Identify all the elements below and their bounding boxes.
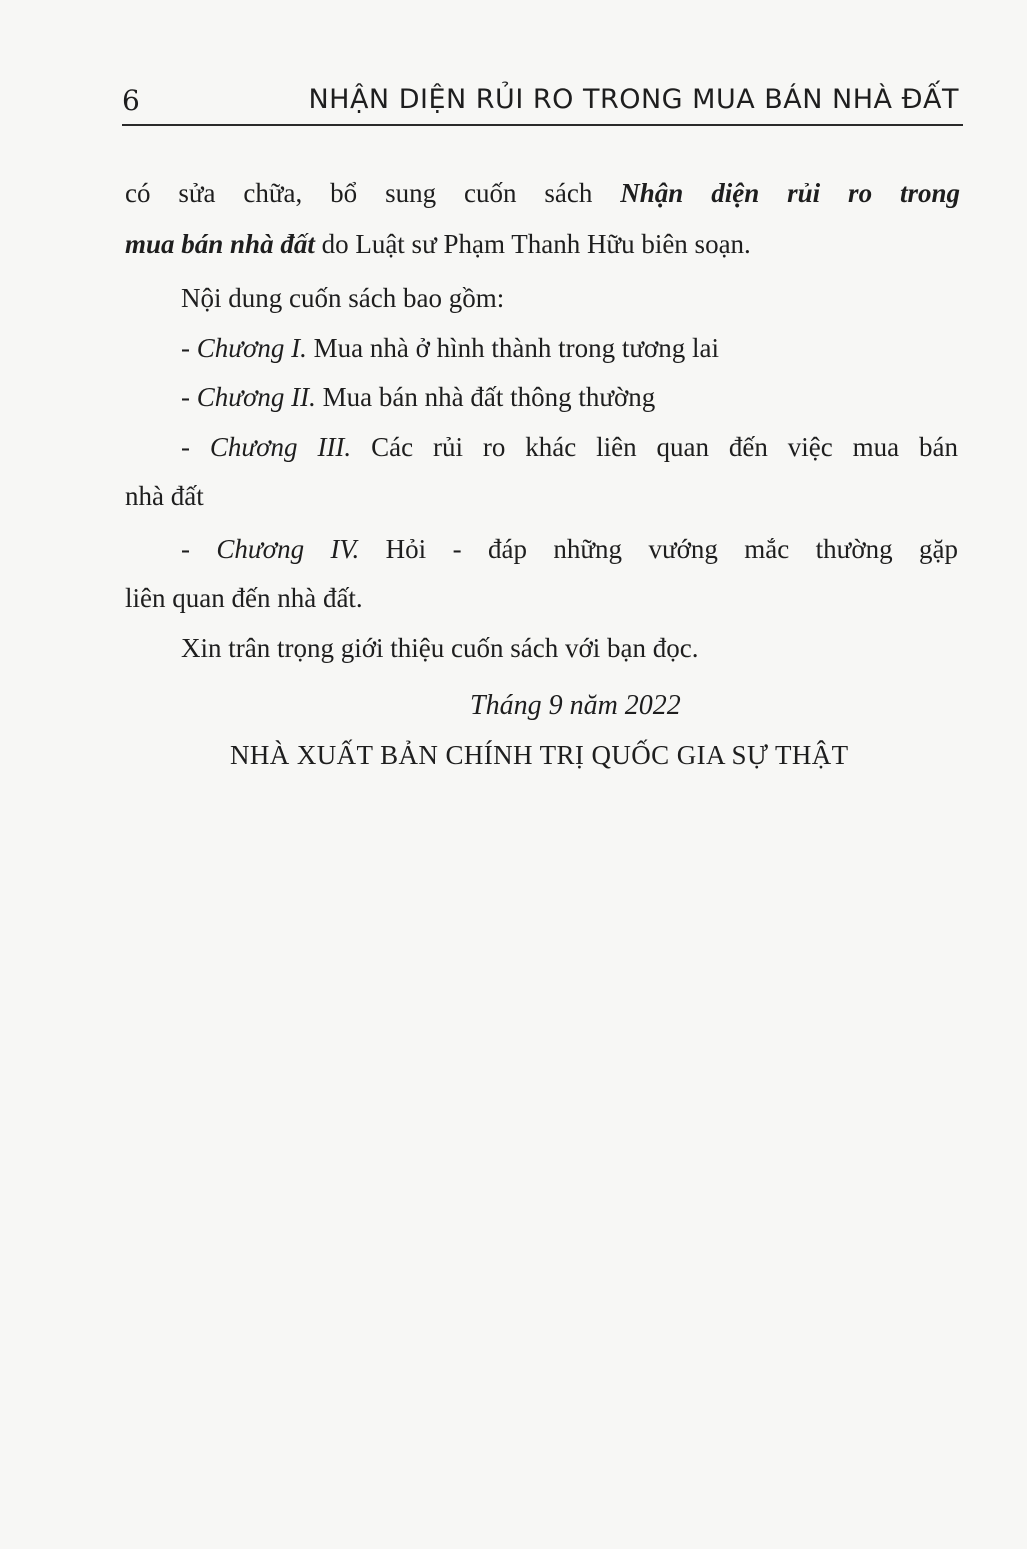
chapter-4-continuation: liên quan đến nhà đất. bbox=[125, 583, 363, 613]
chapter-2-label: Chương II. bbox=[196, 382, 316, 412]
book-title-part-1: Nhận diện rủi ro trong bbox=[620, 178, 960, 208]
chapter-3-continuation: nhà đất bbox=[125, 481, 204, 511]
chapter-1: - Chương I. Mua nhà ở hình thành trong tương lai bbox=[181, 333, 720, 363]
line1-prefix: có sửa chữa, bổ sung cuốn sách bbox=[125, 178, 621, 208]
page-number: 6 bbox=[122, 84, 140, 117]
chapter-2-text: Mua bán nhà đất thông thường bbox=[315, 382, 656, 412]
line2-suffix: do Luật sư Phạm Thanh Hữu biên soạn. bbox=[314, 229, 751, 259]
date-line: Tháng 9 năm 2022 bbox=[470, 690, 681, 721]
chapter-3: - Chương III. Các rủi ro khác liên quan đến việc mua bán bbox=[181, 432, 959, 462]
running-title: NHẬN DIỆN RỦI RO TRONG MUA BÁN NHÀ ĐẤT bbox=[308, 84, 959, 115]
closing-line: Xin trân trọng giới thiệu cuốn sách với bạn đọc. bbox=[181, 633, 699, 663]
chapter-3-text: Các rủi ro khác liên quan đến việc mua bán bbox=[351, 432, 959, 462]
chapter-1-label: Chương I. bbox=[196, 333, 307, 363]
chapter-4: - Chương IV. Hỏi - đáp những vướng mắc thường gặp bbox=[181, 534, 958, 564]
publisher-line: NHÀ XUẤT BẢN CHÍNH TRỊ QUỐC GIA SỰ THẬT bbox=[230, 740, 849, 770]
chapter-4-text: Hỏi - đáp những vướng mắc thường gặp bbox=[359, 534, 958, 564]
chapter-3-label: Chương III. bbox=[209, 432, 352, 462]
page-header bbox=[122, 80, 963, 126]
chapter-2: - Chương II. Mua bán nhà đất thông thường bbox=[181, 382, 656, 412]
body-line-1 bbox=[125, 178, 960, 209]
book-title-part-2: mua bán nhà đất bbox=[125, 229, 315, 259]
body-line-2 bbox=[125, 229, 751, 260]
contents-intro: Nội dung cuốn sách bao gồm: bbox=[181, 283, 505, 313]
chapter-1-text: Mua nhà ở hình thành trong tương lai bbox=[306, 333, 720, 363]
chapter-4-label: Chương IV. bbox=[216, 534, 360, 564]
